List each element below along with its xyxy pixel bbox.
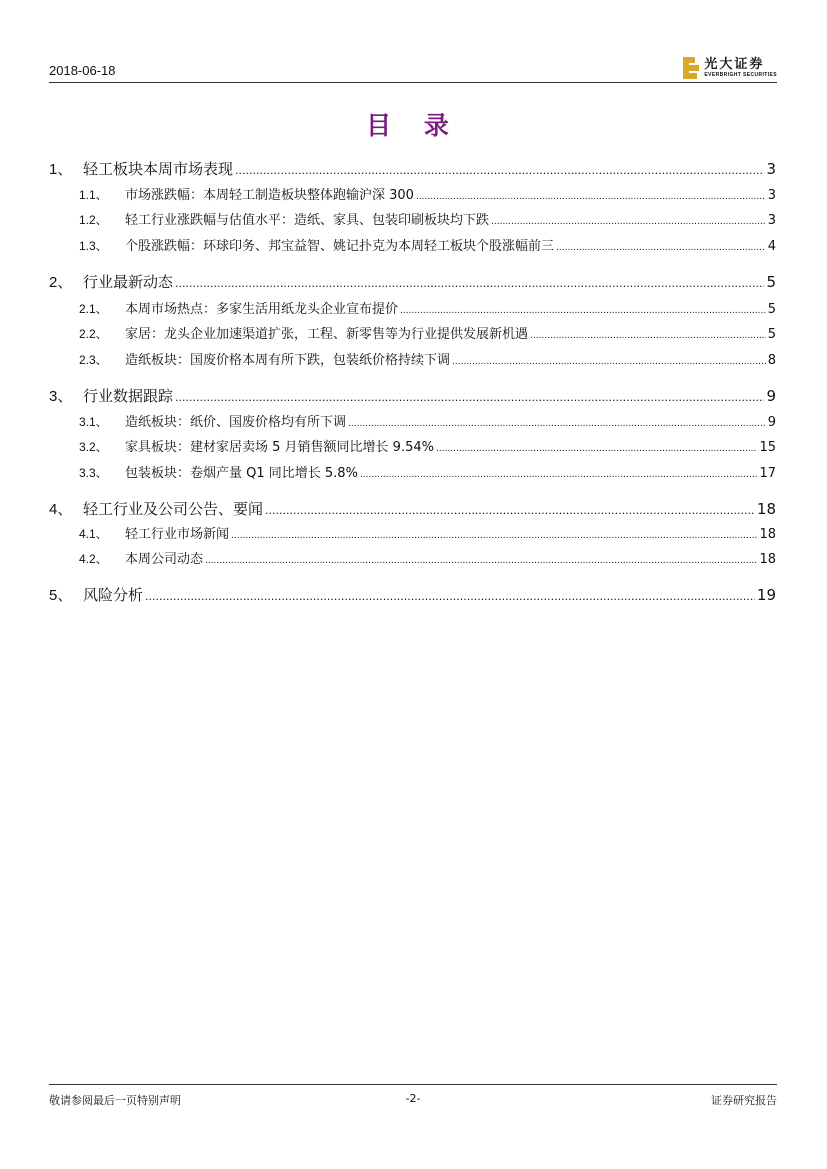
toc-entry-number: 2.3、 <box>79 353 108 367</box>
toc-entry-page: 17 <box>759 466 776 481</box>
toc-entry-page: 3 <box>767 188 776 203</box>
toc-entry-page: 18 <box>759 527 776 542</box>
toc-entry-number: 2.2、 <box>79 327 108 341</box>
toc-entry-title: 轻工行业及公司公告、要闻 <box>83 500 264 518</box>
toc-entry-number: 4.1、 <box>79 527 108 541</box>
toc-entry[interactable] <box>79 184 776 203</box>
toc-leader-dots <box>452 357 766 367</box>
page-header <box>49 52 777 83</box>
toc-entry[interactable] <box>79 298 776 317</box>
toc-leader-dots <box>416 192 766 202</box>
toc-entry-page: 18 <box>756 500 776 518</box>
toc-entry-page: 18 <box>759 552 776 567</box>
toc-entry[interactable] <box>79 209 776 228</box>
toc-leader-dots <box>491 217 766 227</box>
toc-entry-page: 9 <box>767 415 776 430</box>
footer-report-type: 证券研究报告 <box>711 1094 777 1107</box>
toc-leader-dots <box>556 243 766 253</box>
toc-entry-title: 行业最新动态 <box>83 273 174 291</box>
toc-entry-title: 轻工行业市场新闻 <box>125 527 230 542</box>
page-title: 目 录 <box>366 111 461 140</box>
toc-entry[interactable] <box>49 498 776 519</box>
toc-entry-number: 2、 <box>49 274 73 291</box>
toc-entry-title: 市场涨跌幅：本周轻工制造板块整体跑输沪深 300 <box>125 188 414 203</box>
report-date: 2018-06-18 <box>49 63 116 78</box>
toc-entry-number: 3.1、 <box>79 415 108 429</box>
toc-leader-dots <box>231 531 757 541</box>
toc-entry[interactable] <box>79 548 776 567</box>
footer-page-number: -2- <box>405 1092 421 1105</box>
toc-entry[interactable] <box>79 323 776 342</box>
company-logo <box>683 57 777 79</box>
toc-entry-title: 家具板块：建材家居卖场 5 月销售额同比增长 9.54% <box>125 440 434 455</box>
toc-entry-number: 5、 <box>49 587 73 604</box>
toc-entry-title: 家居：龙头企业加速渠道扩张，工程、新零售等为行业提供发展新机遇 <box>125 327 529 342</box>
logo-mark-icon <box>683 57 699 79</box>
toc-leader-dots <box>360 470 758 480</box>
toc-entry[interactable] <box>79 411 776 430</box>
toc-entry-page: 5 <box>767 327 776 342</box>
logo-en-text: EVERBRIGHT SECURITIES <box>704 72 777 78</box>
toc-leader-dots <box>265 504 755 517</box>
toc-entry-page: 19 <box>756 586 776 604</box>
toc-entry-number: 3、 <box>49 388 73 405</box>
toc-leader-dots <box>400 306 766 316</box>
toc-entry-number: 1.3、 <box>79 239 108 253</box>
toc-entry-number: 4.2、 <box>79 552 108 566</box>
toc-entry-title: 造纸板块：国废价格本周有所下跌，包装纸价格持续下调 <box>125 353 451 368</box>
toc-entry-page: 3 <box>767 213 776 228</box>
toc-entry-title: 个股涨跌幅：环球印务、邦宝益智、姚记扑克为本周轻工板块个股涨幅前三 <box>125 239 555 254</box>
toc-entry-title: 本周公司动态 <box>125 552 204 567</box>
toc-entry-title: 包装板块：卷烟产量 Q1 同比增长 5.8% <box>125 466 358 481</box>
toc-leader-dots <box>530 331 766 341</box>
toc-entry-page: 3 <box>766 160 776 178</box>
toc-entry[interactable] <box>79 462 776 481</box>
toc-entry[interactable] <box>79 349 776 368</box>
toc-entry-title: 行业数据跟踪 <box>83 387 174 405</box>
toc-leader-dots <box>175 391 764 404</box>
toc-entry-number: 3.2、 <box>79 440 108 454</box>
toc-entry-page: 15 <box>759 440 776 455</box>
toc-leader-dots <box>436 444 757 454</box>
toc-leader-dots <box>145 590 755 603</box>
toc-entry-page: 9 <box>766 387 776 405</box>
toc-entry-number: 4、 <box>49 501 73 518</box>
toc-entry[interactable] <box>49 385 776 406</box>
logo-cn-text: 光大证券 <box>704 57 765 72</box>
toc-entry-page: 8 <box>767 353 776 368</box>
toc-entry-title: 轻工行业涨跌幅与估值水平：造纸、家具、包装印刷板块均下跌 <box>125 213 490 228</box>
toc-entry[interactable] <box>49 584 776 605</box>
toc-entry-page: 5 <box>766 273 776 291</box>
toc-leader-dots <box>348 419 766 429</box>
toc-entry-page: 4 <box>767 239 776 254</box>
toc-entry-number: 3.3、 <box>79 466 108 480</box>
toc-entry-page: 5 <box>767 302 776 317</box>
toc-entry-number: 1、 <box>49 161 73 178</box>
footer-disclaimer: 敬请参阅最后一页特别声明 <box>49 1094 181 1107</box>
toc-leader-dots <box>205 556 757 566</box>
toc-entry-title: 风险分析 <box>83 586 144 604</box>
page-footer <box>49 1084 777 1107</box>
toc-entry[interactable] <box>49 271 776 292</box>
toc-entry-title: 造纸板块：纸价、国废价格均有所下调 <box>125 415 347 430</box>
toc-leader-dots <box>235 164 764 177</box>
toc-entry-title: 本周市场热点：多家生活用纸龙头企业宣布提价 <box>125 302 399 317</box>
toc-entry[interactable] <box>79 436 776 455</box>
toc-entry-number: 1.1、 <box>79 188 108 202</box>
toc-entry-title: 轻工板块本周市场表现 <box>83 160 234 178</box>
toc-entry-number: 1.2、 <box>79 213 108 227</box>
toc-entry[interactable] <box>79 523 776 542</box>
toc-leader-dots <box>175 277 764 290</box>
toc-entry-number: 2.1、 <box>79 302 108 316</box>
toc-entry[interactable] <box>79 235 776 254</box>
toc-entry[interactable] <box>49 158 776 179</box>
